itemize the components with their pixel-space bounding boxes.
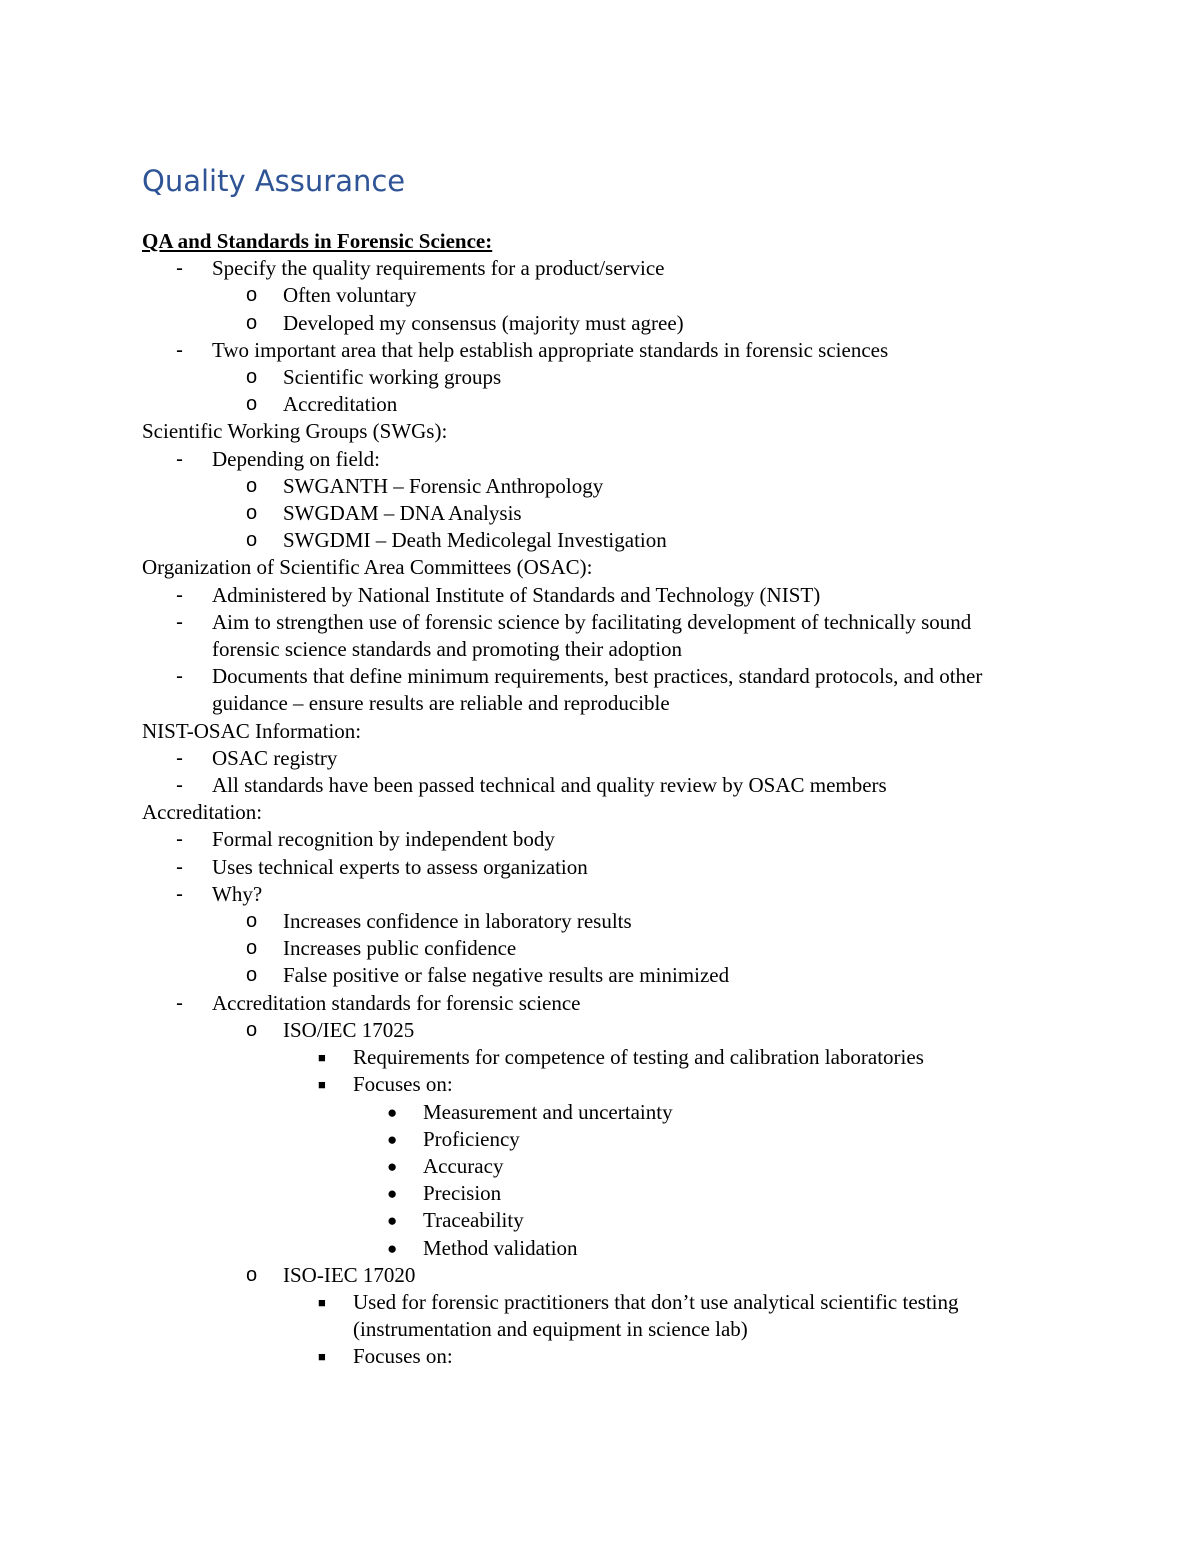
- section-heading: QA and Standards in Forensic Science:: [142, 229, 493, 253]
- bullet-marker: ■: [318, 1294, 326, 1310]
- list-item-text: Focuses on:: [353, 1344, 453, 1369]
- section-heading: Accreditation:: [142, 800, 263, 825]
- bullet-marker: o: [246, 311, 258, 334]
- page-title: Quality Assurance: [142, 164, 406, 198]
- list-item-level-1: [142, 990, 1042, 1017]
- list-item-level-2: [142, 908, 1042, 935]
- list-item-level-3: [142, 1343, 1042, 1370]
- bullet-marker: -: [176, 855, 183, 879]
- list-item-text: ISO/IEC 17025: [283, 1017, 415, 1042]
- bullet-marker: ■: [318, 1349, 326, 1365]
- bullet-marker: o: [246, 393, 258, 416]
- list-item-text: Traceability: [423, 1208, 524, 1233]
- list-item-text: Documents that define minimum requirements, best practices, standard protocols, and other guidance – ensure results are reliable and reproducible: [212, 664, 983, 716]
- bullet-marker: -: [176, 257, 183, 281]
- list-item-text: False positive or false negative results are minimized: [283, 963, 730, 988]
- list-item-level-2: [142, 282, 1042, 309]
- list-item-text: Depending on field:: [212, 446, 380, 471]
- list-item-level-3: [142, 1289, 1042, 1343]
- list-item-level-1: [142, 609, 1042, 663]
- list-item-text: Method validation: [423, 1235, 578, 1260]
- list-item-text: ISO-IEC 17020: [283, 1262, 416, 1287]
- list-item-text: Focuses on:: [353, 1072, 453, 1097]
- list-item-level-1: [142, 772, 1042, 799]
- list-item-text: Uses technical experts to assess organization: [212, 854, 588, 879]
- list-item-text: Increases public confidence: [283, 936, 517, 961]
- list-item-text: All standards have been passed technical and quality review by OSAC members: [212, 773, 887, 798]
- list-item-level-1: [142, 255, 1042, 282]
- document-body: [142, 228, 1042, 1371]
- bullet-marker: o: [246, 1018, 258, 1041]
- bullet-marker: ■: [318, 1050, 326, 1066]
- list-item-text: Requirements for competence of testing and calibration laboratories: [353, 1045, 924, 1070]
- bullet-marker: o: [246, 1263, 258, 1286]
- bullet-marker: o: [246, 474, 258, 497]
- bullet-marker: -: [176, 447, 183, 471]
- list-item-text: Used for forensic practitioners that don’t use analytical scientific testing (instrumentation and equipment in science lab): [353, 1289, 959, 1342]
- list-item-level-1: [142, 745, 1042, 772]
- list-item-text: Specify the quality requirements for a product/service: [212, 256, 665, 281]
- list-item-text: Aim to strengthen use of forensic science by facilitating development of technically sound forensic science standards and promoting their adoption: [212, 609, 972, 662]
- list-item-text: Two important area that help establish appropriate standards in forensic sciences: [212, 337, 889, 362]
- bullet-marker: ●: [387, 1156, 398, 1176]
- list-item-level-4: [142, 1235, 1042, 1262]
- list-item-text: Accuracy: [423, 1153, 504, 1178]
- list-item-text: Accreditation: [283, 392, 398, 417]
- list-item-text: SWGANTH – Forensic Anthropology: [283, 473, 604, 498]
- list-item-level-4: [142, 1207, 1042, 1234]
- bullet-marker: o: [246, 937, 258, 960]
- list-item-text: OSAC registry: [212, 745, 338, 770]
- bullet-marker: o: [246, 964, 258, 987]
- bullet-marker: o: [246, 284, 258, 307]
- bullet-marker: ●: [387, 1102, 398, 1122]
- list-item-level-2: [142, 962, 1042, 989]
- list-item-level-2: [142, 1017, 1042, 1044]
- list-item-level-4: [142, 1126, 1042, 1153]
- list-item-level-4: [142, 1153, 1042, 1180]
- list-item-level-1: [142, 854, 1042, 881]
- list-item-text: Precision: [423, 1181, 502, 1206]
- bullet-marker: -: [176, 774, 183, 798]
- list-item-level-2: [142, 500, 1042, 527]
- list-item-level-2: [142, 473, 1042, 500]
- list-item-text: Administered by National Institute of Standards and Technology (NIST): [212, 582, 821, 607]
- list-item-level-1: [142, 826, 1042, 853]
- bullet-marker: ●: [387, 1238, 398, 1258]
- list-item-text: Often voluntary: [283, 283, 417, 308]
- bullet-marker: -: [176, 882, 183, 906]
- list-item-level-1: [142, 446, 1042, 473]
- list-item-text: Measurement and uncertainty: [423, 1099, 673, 1124]
- bullet-marker: -: [176, 338, 183, 362]
- bullet-marker: -: [176, 746, 183, 770]
- list-item-level-2: [142, 527, 1042, 554]
- bullet-marker: -: [176, 610, 183, 634]
- list-item-text: Developed my consensus (majority must agree): [283, 310, 684, 335]
- section-heading: Organization of Scientific Area Committees (OSAC):: [142, 555, 593, 580]
- section-heading: Scientific Working Groups (SWGs):: [142, 419, 448, 444]
- list-item-text: Why?: [212, 881, 263, 906]
- list-item-text: SWGDMI – Death Medicolegal Investigation: [283, 528, 667, 553]
- list-item-level-1: [142, 337, 1042, 364]
- bullet-marker: ●: [387, 1211, 398, 1231]
- bullet-marker: o: [246, 910, 258, 933]
- list-item-level-1: [142, 663, 1042, 717]
- list-item-text: Accreditation standards for forensic science: [212, 990, 581, 1015]
- list-item-level-2: [142, 391, 1042, 418]
- list-item-level-2: [142, 935, 1042, 962]
- list-item-level-3: [142, 1044, 1042, 1071]
- bullet-marker: -: [176, 828, 183, 852]
- bullet-marker: ●: [387, 1184, 398, 1204]
- list-item-level-4: [142, 1180, 1042, 1207]
- list-item-level-1: [142, 881, 1042, 908]
- list-item-text: Proficiency: [423, 1126, 520, 1151]
- list-item-level-4: [142, 1099, 1042, 1126]
- list-item-text: Scientific working groups: [283, 365, 502, 390]
- bullet-marker: ●: [387, 1129, 398, 1149]
- list-item-text: SWGDAM – DNA Analysis: [283, 501, 522, 526]
- bullet-marker: -: [176, 583, 183, 607]
- section-heading: NIST-OSAC Information:: [142, 718, 362, 743]
- bullet-marker: ■: [318, 1077, 326, 1093]
- bullet-marker: o: [246, 366, 258, 389]
- list-item-level-2: [142, 310, 1042, 337]
- list-item-level-2: [142, 364, 1042, 391]
- list-item-level-1: [142, 582, 1042, 609]
- list-item-text: Formal recognition by independent body: [212, 827, 555, 852]
- bullet-marker: -: [176, 665, 183, 689]
- bullet-marker: o: [246, 502, 258, 525]
- list-item-text: Increases confidence in laboratory results: [283, 909, 632, 934]
- bullet-marker: o: [246, 529, 258, 552]
- list-item-level-2: [142, 1262, 1042, 1289]
- list-item-level-3: [142, 1071, 1042, 1098]
- bullet-marker: -: [176, 991, 183, 1015]
